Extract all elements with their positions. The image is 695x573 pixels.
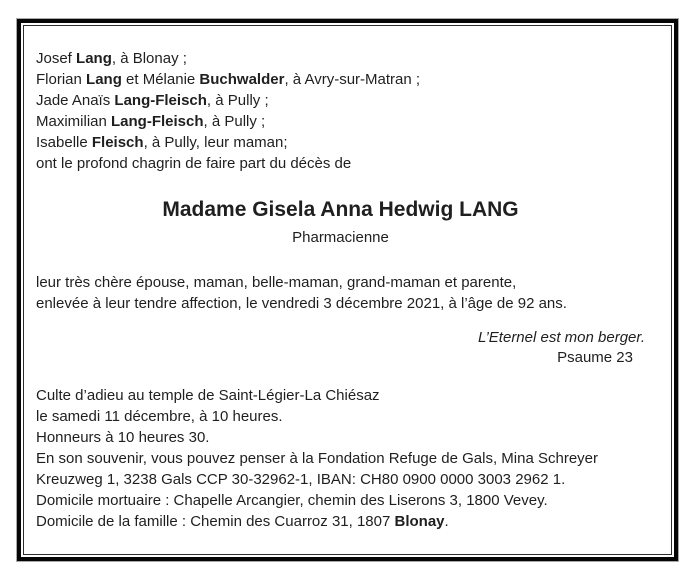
text-segment-bold: Lang: [86, 71, 122, 88]
text-segment: .: [444, 513, 449, 530]
family-announcement: [36, 48, 645, 174]
eulogy-paragraph: [36, 272, 645, 314]
text-segment: Domicile mortuaire : Chapelle Arcangier, chemin des Liserons 3, 1800 Vevey.: [36, 492, 548, 509]
family-line: [36, 48, 645, 69]
text-segment-bold: Buchwalder: [199, 71, 285, 88]
text-segment-bold: Blonay: [394, 513, 445, 530]
detail-line: [36, 448, 645, 469]
text-segment-bold: Fleisch: [91, 134, 144, 151]
text-segment: Honneurs à 10 heures 30.: [36, 429, 210, 446]
text-segment: , à Avry-sur-Matran ;: [284, 71, 421, 88]
detail-line: [36, 427, 645, 448]
family-line: [36, 90, 645, 111]
family-line: [36, 132, 645, 153]
document-inner-frame: [23, 25, 672, 555]
text-segment: , à Pully ;: [203, 113, 266, 130]
detail-line: [36, 385, 645, 406]
text-segment: Isabelle: [36, 134, 92, 151]
text-segment: , à Blonay ;: [111, 50, 187, 67]
scripture-reference: Psaume 23: [557, 349, 633, 366]
text-segment: Kreuzweg 1, 3238 Gals CCP 30-32962-1, IBAN: CH80 0900 0000 3003 2962 1.: [36, 471, 566, 488]
family-line: [36, 69, 645, 90]
eulogy-line: enlevée à leur tendre affection, le vendredi 3 décembre 2021, à l’âge de 92 ans.: [36, 295, 567, 312]
text-segment: Culte d’adieu au temple de Saint-Légier-La Chiésaz: [36, 387, 380, 404]
deceased-block: [36, 199, 645, 248]
detail-line: [36, 406, 645, 427]
ceremony-details: [36, 385, 645, 532]
text-segment-bold: Lang-Fleisch: [114, 92, 207, 109]
text-segment: Domicile de la famille : Chemin des Cuarroz 31, 1807: [36, 513, 395, 530]
text-segment: ont le profond chagrin de faire part du décès de: [36, 155, 352, 172]
text-segment: Jade Anaïs: [36, 92, 115, 109]
eulogy-line: leur très chère épouse, maman, belle-maman, grand-maman et parente,: [36, 274, 517, 291]
text-segment-bold: Lang-Fleisch: [111, 113, 204, 130]
deceased-profession: Pharmacienne: [292, 229, 389, 246]
scripture-block: [36, 328, 645, 368]
text-segment: Josef: [36, 50, 77, 67]
announcement-line: [36, 153, 645, 174]
text-segment: et Mélanie: [121, 71, 200, 88]
text-segment-bold: Lang: [76, 50, 112, 67]
family-line: [36, 111, 645, 132]
deceased-name: Madame Gisela Anna Hedwig LANG: [162, 198, 519, 221]
detail-line: [36, 511, 645, 532]
text-segment: , à Pully ;: [206, 92, 269, 109]
text-segment: Florian: [36, 71, 87, 88]
text-segment: , à Pully, leur maman;: [143, 134, 288, 151]
scripture-quote: L’Eternel est mon berger.: [477, 329, 645, 346]
text-segment: Maximilian: [36, 113, 112, 130]
detail-line: [36, 469, 645, 490]
document-outer-frame: [17, 19, 678, 561]
text-segment: En son souvenir, vous pouvez penser à la Fondation Refuge de Gals, Mina Schreyer: [36, 450, 598, 467]
text-segment: le samedi 11 décembre, à 10 heures.: [36, 408, 283, 425]
detail-line: [36, 490, 645, 511]
